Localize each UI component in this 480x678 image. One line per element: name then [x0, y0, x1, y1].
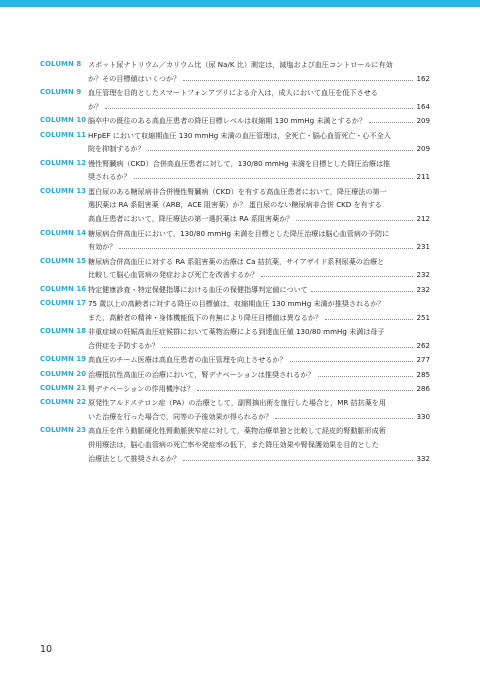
entry-title-line: 合併症を予防するか？: [88, 340, 159, 350]
column-label: COLUMN 23: [40, 426, 87, 435]
column-label: COLUMN 21: [40, 383, 87, 392]
dot-leader: [148, 150, 414, 151]
entry-last-line: [88, 240, 430, 254]
entry-last-line: [88, 212, 430, 226]
entry-title: [88, 297, 430, 325]
column-label: COLUMN 10: [40, 116, 87, 125]
entry-title: [88, 396, 430, 424]
toc-entry[interactable]: [40, 353, 430, 367]
entry-title: [88, 325, 430, 353]
top-accent-bar: [0, 0, 480, 7]
toc-entry[interactable]: [40, 58, 430, 86]
entry-title: [88, 129, 430, 157]
entry-title: [88, 255, 430, 283]
column-label: COLUMN 22: [40, 398, 87, 407]
dot-leader: [183, 80, 413, 81]
dot-leader: [119, 248, 413, 249]
entry-title-line: 原発性アルドステロン症（PA）の治療として，副腎摘出術を施行した場合と，MR 拮抗薬を用: [88, 398, 386, 408]
column-label: COLUMN 8: [40, 60, 82, 68]
entry-last-line: [88, 142, 430, 156]
dot-leader: [197, 390, 413, 391]
page-ref: 212: [416, 214, 430, 224]
dot-leader: [134, 178, 414, 179]
entry-title: [88, 368, 430, 382]
entry-title-line: か？: [88, 101, 103, 111]
dot-leader: [183, 460, 413, 461]
entry-title: [88, 424, 430, 465]
entry-title: [88, 353, 430, 367]
column-label: COLUMN 15: [40, 256, 87, 265]
entry-title-line: 特定健康診査・特定保健指導における血圧の保健指導判定値について: [88, 284, 308, 294]
dot-leader: [325, 319, 413, 320]
page-ref: 209: [416, 116, 430, 126]
toc-entry[interactable]: [40, 86, 430, 114]
page-ref: 232: [416, 284, 430, 294]
page-ref: 251: [416, 312, 430, 322]
page-ref: 232: [416, 270, 430, 280]
toc-entry[interactable]: [40, 424, 430, 465]
column-label: COLUMN 19: [40, 355, 87, 364]
column-label: COLUMN 14: [40, 228, 87, 237]
toc-entry[interactable]: [40, 396, 430, 424]
entry-title: [88, 283, 430, 297]
entry-title: [88, 227, 430, 255]
entry-last-line: [88, 339, 430, 353]
entry-title: [88, 382, 430, 396]
entry-title-line: 非重症域の妊娠高血圧症候群において薬物治療による到達血圧値 130/80 mmHg 未満は母子: [88, 327, 385, 337]
entry-last-line: [88, 114, 430, 128]
page-ref: 211: [416, 172, 430, 182]
column-toc-list: [40, 58, 430, 466]
entry-title-line: スポット尿ナトリウム／カリウム比（尿 Na/K 比）測定は，減塩および血圧コントロールに有効: [88, 60, 393, 69]
toc-entry[interactable]: [40, 157, 430, 185]
entry-title-line: 糖尿病合併高血圧において，130/80 mmHg 未満を目標とした降圧治療は脳心血管病の予防に: [88, 228, 390, 238]
page-ref: 231: [416, 242, 430, 252]
entry-title-line: 治療法として推奨されるか？: [88, 453, 181, 463]
column-label: COLUMN 12: [40, 158, 87, 167]
entry-title-line: 慢性腎臓病（CKD）合併高血圧患者に対して，130/80 mmHg 未満を目標とした降圧治療は推: [88, 158, 391, 168]
entry-last-line: [88, 452, 430, 466]
dot-leader: [290, 361, 414, 362]
entry-title-line: か？その目標値はいくつか？: [88, 73, 181, 83]
entry-title-line: HFpEF において収縮期血圧 130 mmHg 未満の血圧管理は，全死亡・脳心血管死亡・心不全入: [88, 130, 391, 140]
entry-title-line: 併用療法は，脳心血管病の死亡率や発症率の低下，また降圧効果や腎保護効果を目的とした: [88, 440, 379, 450]
toc-entry[interactable]: [40, 297, 430, 325]
entry-title-line: 治療抵抗性高血圧の治療において，腎デナベーションは推奨されるか？: [88, 369, 315, 379]
dot-leader: [296, 220, 413, 221]
entry-last-line: [88, 353, 430, 367]
dot-leader: [261, 276, 413, 277]
entry-last-line: [88, 268, 430, 282]
column-label: COLUMN 11: [40, 130, 87, 139]
entry-title-line: 比較して脳心血管病の発症および死亡を改善するか？: [88, 270, 259, 280]
column-label: COLUMN 16: [40, 284, 87, 293]
entry-title-line: 有効か？: [88, 242, 117, 252]
entry-last-line: [88, 382, 430, 396]
entry-title-line: 院を抑制するか？: [88, 144, 145, 154]
entry-title: [88, 185, 430, 226]
page-ref: 162: [416, 73, 430, 83]
entry-title: [88, 114, 430, 128]
toc-entry[interactable]: [40, 185, 430, 226]
entry-title-line: 血圧管理を目的としたスマートフォンアプリによる介入は，成人において血圧を低下させる: [88, 88, 378, 98]
toc-entry[interactable]: [40, 129, 430, 157]
entry-last-line: [88, 100, 430, 114]
column-label: COLUMN 9: [40, 88, 82, 97]
toc-entry[interactable]: [40, 255, 430, 283]
page-ref: 330: [416, 412, 430, 422]
entry-last-line: [88, 311, 430, 325]
entry-last-line: [88, 410, 430, 424]
entry-title-line: 高血圧のチーム医療は高血圧患者の血圧管理を向上させるか？: [88, 355, 287, 365]
column-label: COLUMN 18: [40, 327, 87, 336]
entry-title-line: 腎デナベーションの作用機序は？: [88, 383, 195, 393]
toc-entry[interactable]: [40, 368, 430, 382]
entry-title-line: また，高齢者の精神・身体機能低下の有無により降圧目標値は異なるか？: [88, 312, 323, 322]
toc-entry[interactable]: [40, 382, 430, 396]
entry-title-line: 奨されるか？: [88, 172, 131, 182]
entry-title-line: 脳卒中の既往のある高血圧患者の降圧目標レベルは収縮期 130 mmHg 未満とするか？: [88, 116, 367, 126]
toc-entry[interactable]: [40, 114, 430, 128]
page-number: 10: [40, 644, 53, 655]
dot-leader: [311, 291, 414, 292]
entry-title-line: 高血圧を伴う動脈硬化性腎動脈狭窄症に対して，薬物治療単独と比較して経皮的腎動脈形成術: [88, 426, 386, 436]
entry-title-line: いた治療を行った場合で，同等の予後効果が得られるか？: [88, 412, 273, 422]
dot-leader: [369, 122, 413, 123]
page-ref: 285: [416, 369, 430, 379]
toc-entry[interactable]: [40, 227, 430, 255]
entry-last-line: [88, 72, 430, 86]
entry-title-line: 75 歳以上の高齢者に対する降圧の目標値は，収縮期血圧 130 mmHg 未満が推奨されるか？: [88, 299, 385, 309]
column-label: COLUMN 17: [40, 299, 87, 308]
entry-title-line: 蛋白尿のある糖尿病非合併慢性腎臓病（CKD）を有する高血圧患者において，降圧療法の第一: [88, 186, 387, 196]
dot-leader: [162, 347, 414, 348]
entry-title: [88, 86, 430, 114]
page-ref: 262: [416, 340, 430, 350]
entry-last-line: [88, 283, 430, 297]
toc-entry[interactable]: [40, 325, 430, 353]
page-ref: 277: [416, 355, 430, 365]
page-ref: 209: [416, 144, 430, 154]
entry-last-line: [88, 170, 430, 184]
dot-leader: [318, 376, 414, 377]
entry-title: [88, 157, 430, 185]
page-ref: 332: [416, 453, 430, 463]
entry-last-line: [88, 368, 430, 382]
page-ref: 286: [416, 383, 430, 393]
dot-leader: [105, 108, 413, 109]
dot-leader: [275, 418, 413, 419]
entry-title-line: 選択薬は RA 系阻害薬（ARB，ACE 阻害薬）か？ 蛋白尿のない糖尿病非合併 CKD を有する: [88, 200, 382, 210]
toc-entry[interactable]: [40, 283, 430, 297]
column-label: COLUMN 13: [40, 186, 87, 195]
entry-title: [88, 58, 430, 86]
column-label: COLUMN 20: [40, 369, 87, 378]
entry-title-line: 糖尿病合併高血圧に対する RA 系阻害薬の治療は Ca 拮抗薬，サイアザイド系利尿薬の治療と: [88, 256, 385, 266]
entry-title-line: 高血圧患者において，降圧療法の第一選択薬は RA 系阻害薬か？: [88, 214, 294, 224]
page-ref: 164: [416, 101, 430, 111]
